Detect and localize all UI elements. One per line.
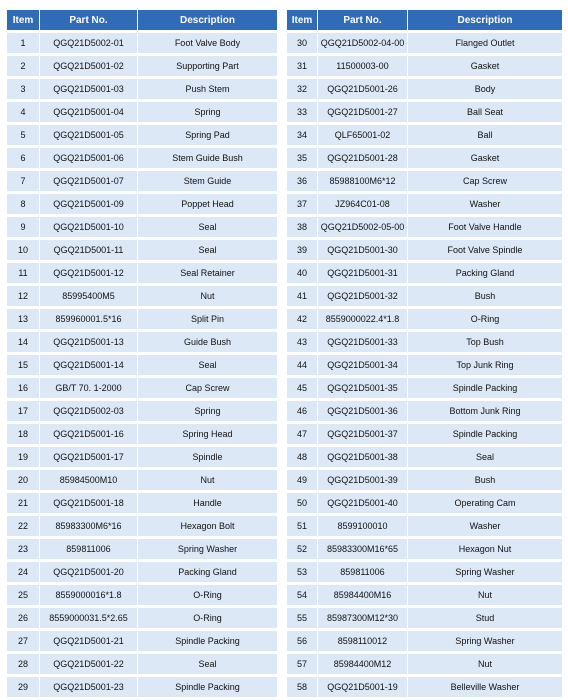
part-no-cell: QGQ21D5001-09 <box>40 194 138 214</box>
part-no-cell: 85983300M16*65 <box>318 539 408 559</box>
item-cell: 15 <box>7 355 40 375</box>
item-cell: 49 <box>287 470 318 490</box>
part-no-cell: QGQ21D5001-31 <box>318 263 408 283</box>
description-cell: O-Ring <box>138 608 277 628</box>
table-row <box>287 263 562 283</box>
table-row <box>287 309 562 329</box>
item-cell: 45 <box>287 378 318 398</box>
part-no-cell: QGQ21D5001-03 <box>40 79 138 99</box>
description-cell: Stem Guide Bush <box>138 148 277 168</box>
description-cell: Hexagon Bolt <box>138 516 277 536</box>
table-row <box>287 217 562 237</box>
parts-table-left <box>7 7 277 700</box>
description-cell: Washer <box>408 194 562 214</box>
description-cell: Body <box>408 79 562 99</box>
table-row <box>7 677 277 697</box>
description-cell: Seal Retainer <box>138 263 277 283</box>
item-cell: 3 <box>7 79 40 99</box>
table-row <box>287 585 562 605</box>
item-cell: 47 <box>287 424 318 444</box>
part-no-cell: QGQ21D5001-13 <box>40 332 138 352</box>
description-cell: Poppet Head <box>138 194 277 214</box>
item-cell: 58 <box>287 677 318 697</box>
table-header-row <box>287 10 562 30</box>
part-no-cell: 8599100010 <box>318 516 408 536</box>
item-cell: 50 <box>287 493 318 513</box>
description-cell: Seal <box>138 355 277 375</box>
item-cell: 43 <box>287 332 318 352</box>
description-cell: Handle <box>138 493 277 513</box>
description-cell: Cap Screw <box>138 378 277 398</box>
table-row <box>287 355 562 375</box>
description-cell: Packing Gland <box>138 562 277 582</box>
item-cell: 34 <box>287 125 318 145</box>
part-no-cell: 8559000031.5*2.65 <box>40 608 138 628</box>
description-cell: Spindle Packing <box>138 677 277 697</box>
table-row <box>7 608 277 628</box>
table-row <box>287 33 562 53</box>
part-no-cell: QGQ21D5001-19 <box>318 677 408 697</box>
item-cell: 6 <box>7 148 40 168</box>
table-row <box>287 562 562 582</box>
part-no-cell: QGQ21D5001-18 <box>40 493 138 513</box>
description-cell: Ball <box>408 125 562 145</box>
item-cell: 24 <box>7 562 40 582</box>
item-cell: 52 <box>287 539 318 559</box>
description-cell: Spring Washer <box>408 631 562 651</box>
part-no-cell: QGQ21D5001-32 <box>318 286 408 306</box>
description-cell: Hexagon Nut <box>408 539 562 559</box>
part-no-cell: 859960001.5*16 <box>40 309 138 329</box>
part-no-cell: QGQ21D5001-06 <box>40 148 138 168</box>
table-row <box>7 125 277 145</box>
table-row <box>7 447 277 467</box>
description-cell: Spring <box>138 401 277 421</box>
description-cell: Stud <box>408 608 562 628</box>
table-row <box>7 516 277 536</box>
description-cell: O-Ring <box>408 309 562 329</box>
item-cell: 7 <box>7 171 40 191</box>
table-row <box>287 194 562 214</box>
part-no-cell: 8598110012 <box>318 631 408 651</box>
part-no-cell: 8559000022.4*1.8 <box>318 309 408 329</box>
part-no-cell: QGQ21D5002-03 <box>40 401 138 421</box>
description-cell: Spindle Packing <box>408 378 562 398</box>
description-cell: Nut <box>408 585 562 605</box>
description-cell: Gasket <box>408 148 562 168</box>
part-no-cell: QGQ21D5001-26 <box>318 79 408 99</box>
description-cell: Split Pin <box>138 309 277 329</box>
part-no-cell: 85988100M6*12 <box>318 171 408 191</box>
description-cell: Gasket <box>408 56 562 76</box>
description-header: Description <box>138 10 277 30</box>
item-cell: 21 <box>7 493 40 513</box>
item-cell: 31 <box>287 56 318 76</box>
description-cell: Spindle Packing <box>408 424 562 444</box>
table-row <box>7 171 277 191</box>
table-row <box>287 493 562 513</box>
item-cell: 51 <box>287 516 318 536</box>
table-row <box>7 286 277 306</box>
part-no-cell: 85987300M12*30 <box>318 608 408 628</box>
part-no-header: Part No. <box>40 10 138 30</box>
part-no-cell: QGQ21D5002-05-00 <box>318 217 408 237</box>
parts-table-right <box>287 7 562 700</box>
item-cell: 44 <box>287 355 318 375</box>
part-no-cell: QGQ21D5001-07 <box>40 171 138 191</box>
item-cell: 23 <box>7 539 40 559</box>
item-cell: 33 <box>287 102 318 122</box>
item-cell: 12 <box>7 286 40 306</box>
item-cell: 40 <box>287 263 318 283</box>
item-cell: 37 <box>287 194 318 214</box>
table-row <box>287 56 562 76</box>
item-cell: 38 <box>287 217 318 237</box>
table-row <box>287 654 562 674</box>
part-no-cell: QGQ21D5002-04-00 <box>318 33 408 53</box>
table-row <box>7 470 277 490</box>
table-row <box>7 424 277 444</box>
description-cell: Operating Cam <box>408 493 562 513</box>
item-cell: 30 <box>287 33 318 53</box>
table-row <box>287 148 562 168</box>
part-no-cell: QGQ21D5001-04 <box>40 102 138 122</box>
table-row <box>7 148 277 168</box>
description-cell: Spindle <box>138 447 277 467</box>
description-cell: Supporting Part <box>138 56 277 76</box>
description-cell: Top Bush <box>408 332 562 352</box>
item-cell: 39 <box>287 240 318 260</box>
table-row <box>287 539 562 559</box>
part-no-cell: QGQ21D5001-38 <box>318 447 408 467</box>
part-no-cell: QGQ21D5001-02 <box>40 56 138 76</box>
description-cell: Nut <box>138 470 277 490</box>
description-cell: Nut <box>138 286 277 306</box>
item-cell: 13 <box>7 309 40 329</box>
part-no-cell: 85984500M10 <box>40 470 138 490</box>
item-cell: 57 <box>287 654 318 674</box>
item-cell: 35 <box>287 148 318 168</box>
part-no-header: Part No. <box>318 10 408 30</box>
description-cell: Spring Washer <box>138 539 277 559</box>
part-no-cell: QLF65001-02 <box>318 125 408 145</box>
description-cell: Seal <box>138 240 277 260</box>
table-row <box>7 493 277 513</box>
part-no-cell: 85995400M5 <box>40 286 138 306</box>
table-row <box>7 539 277 559</box>
description-cell: Stem Guide <box>138 171 277 191</box>
item-cell: 17 <box>7 401 40 421</box>
table-row <box>287 332 562 352</box>
item-cell: 2 <box>7 56 40 76</box>
part-no-cell: 85984400M16 <box>318 585 408 605</box>
description-cell: O-Ring <box>138 585 277 605</box>
part-no-cell: QGQ21D5001-05 <box>40 125 138 145</box>
description-cell: Bottom Junk Ring <box>408 401 562 421</box>
table-row <box>7 562 277 582</box>
part-no-cell: QGQ21D5001-40 <box>318 493 408 513</box>
item-cell: 32 <box>287 79 318 99</box>
part-no-cell: QGQ21D5001-23 <box>40 677 138 697</box>
description-cell: Spring Pad <box>138 125 277 145</box>
item-cell: 22 <box>7 516 40 536</box>
description-cell: Seal <box>138 217 277 237</box>
part-no-cell: QGQ21D5001-12 <box>40 263 138 283</box>
table-row <box>7 240 277 260</box>
table-row <box>7 79 277 99</box>
table-row <box>287 447 562 467</box>
item-cell: 28 <box>7 654 40 674</box>
item-cell: 10 <box>7 240 40 260</box>
table-row <box>287 240 562 260</box>
part-no-cell: QGQ21D5001-36 <box>318 401 408 421</box>
part-no-cell: QGQ21D5001-28 <box>318 148 408 168</box>
part-no-cell: QGQ21D5001-11 <box>40 240 138 260</box>
part-no-cell: QGQ21D5001-37 <box>318 424 408 444</box>
part-no-cell: QGQ21D5001-16 <box>40 424 138 444</box>
item-header: Item <box>287 10 318 30</box>
table-row <box>7 332 277 352</box>
description-cell: Foot Valve Spindle <box>408 240 562 260</box>
description-cell: Flanged Outlet <box>408 33 562 53</box>
part-no-cell: QGQ21D5001-39 <box>318 470 408 490</box>
description-cell: Packing Gland <box>408 263 562 283</box>
part-no-cell: QGQ21D5001-33 <box>318 332 408 352</box>
part-no-cell: 8559000016*1.8 <box>40 585 138 605</box>
table-row <box>287 470 562 490</box>
part-no-cell: QGQ21D5001-27 <box>318 102 408 122</box>
table-row <box>287 102 562 122</box>
item-cell: 19 <box>7 447 40 467</box>
part-no-cell: 85983300M6*16 <box>40 516 138 536</box>
description-cell: Push Stem <box>138 79 277 99</box>
item-header: Item <box>7 10 40 30</box>
item-cell: 56 <box>287 631 318 651</box>
part-no-cell: QGQ21D5001-21 <box>40 631 138 651</box>
description-cell: Nut <box>408 654 562 674</box>
part-no-cell: 859811006 <box>40 539 138 559</box>
description-cell: Belleville Washer <box>408 677 562 697</box>
item-cell: 29 <box>7 677 40 697</box>
table-row <box>7 355 277 375</box>
part-no-cell: QGQ21D5001-22 <box>40 654 138 674</box>
description-cell: Seal <box>138 654 277 674</box>
item-cell: 4 <box>7 102 40 122</box>
part-no-cell: QGQ21D5001-30 <box>318 240 408 260</box>
table-row <box>287 286 562 306</box>
table-row <box>7 194 277 214</box>
description-cell: Ball Seat <box>408 102 562 122</box>
parts-table-left-body <box>7 33 277 697</box>
description-cell: Bush <box>408 286 562 306</box>
description-header: Description <box>408 10 562 30</box>
part-no-cell: 85984400M12 <box>318 654 408 674</box>
item-cell: 18 <box>7 424 40 444</box>
table-row <box>287 79 562 99</box>
part-no-cell: QGQ21D5001-34 <box>318 355 408 375</box>
table-row <box>7 309 277 329</box>
part-no-cell: QGQ21D5001-14 <box>40 355 138 375</box>
item-cell: 9 <box>7 217 40 237</box>
description-cell: Spring <box>138 102 277 122</box>
item-cell: 41 <box>287 286 318 306</box>
item-cell: 20 <box>7 470 40 490</box>
part-no-cell: QGQ21D5001-10 <box>40 217 138 237</box>
table-row <box>7 102 277 122</box>
item-cell: 36 <box>287 171 318 191</box>
part-no-cell: QGQ21D5001-20 <box>40 562 138 582</box>
table-row <box>7 378 277 398</box>
table-row <box>7 654 277 674</box>
description-cell: Foot Valve Body <box>138 33 277 53</box>
table-row <box>287 424 562 444</box>
table-row <box>7 263 277 283</box>
table-row <box>7 33 277 53</box>
table-header-row <box>7 10 277 30</box>
description-cell: Spring Head <box>138 424 277 444</box>
description-cell: Top Junk Ring <box>408 355 562 375</box>
item-cell: 14 <box>7 332 40 352</box>
table-row <box>287 171 562 191</box>
part-no-cell: JZ964C01-08 <box>318 194 408 214</box>
item-cell: 16 <box>7 378 40 398</box>
item-cell: 1 <box>7 33 40 53</box>
table-row <box>7 401 277 421</box>
description-cell: Guide Bush <box>138 332 277 352</box>
description-cell: Spindle Packing <box>138 631 277 651</box>
item-cell: 5 <box>7 125 40 145</box>
table-row <box>287 516 562 536</box>
item-cell: 48 <box>287 447 318 467</box>
table-row <box>7 585 277 605</box>
item-cell: 55 <box>287 608 318 628</box>
item-cell: 53 <box>287 562 318 582</box>
part-no-cell: QGQ21D5001-35 <box>318 378 408 398</box>
description-cell: Spring Washer <box>408 562 562 582</box>
table-row <box>287 631 562 651</box>
item-cell: 54 <box>287 585 318 605</box>
item-cell: 11 <box>7 263 40 283</box>
table-row <box>287 378 562 398</box>
description-cell: Bush <box>408 470 562 490</box>
table-row <box>7 56 277 76</box>
table-row <box>287 608 562 628</box>
table-row <box>287 677 562 697</box>
item-cell: 25 <box>7 585 40 605</box>
item-cell: 26 <box>7 608 40 628</box>
item-cell: 8 <box>7 194 40 214</box>
item-cell: 46 <box>287 401 318 421</box>
item-cell: 27 <box>7 631 40 651</box>
item-cell: 42 <box>287 309 318 329</box>
description-cell: Washer <box>408 516 562 536</box>
part-no-cell: QGQ21D5002-01 <box>40 33 138 53</box>
description-cell: Cap Screw <box>408 171 562 191</box>
table-row <box>287 125 562 145</box>
parts-table-right-body <box>287 33 562 697</box>
part-no-cell: 11500003-00 <box>318 56 408 76</box>
table-row <box>7 217 277 237</box>
part-no-cell: QGQ21D5001-17 <box>40 447 138 467</box>
table-row <box>287 401 562 421</box>
part-no-cell: GB/T 70. 1-2000 <box>40 378 138 398</box>
description-cell: Seal <box>408 447 562 467</box>
part-no-cell: 859811006 <box>318 562 408 582</box>
description-cell: Foot Valve Handle <box>408 217 562 237</box>
table-row <box>7 631 277 651</box>
